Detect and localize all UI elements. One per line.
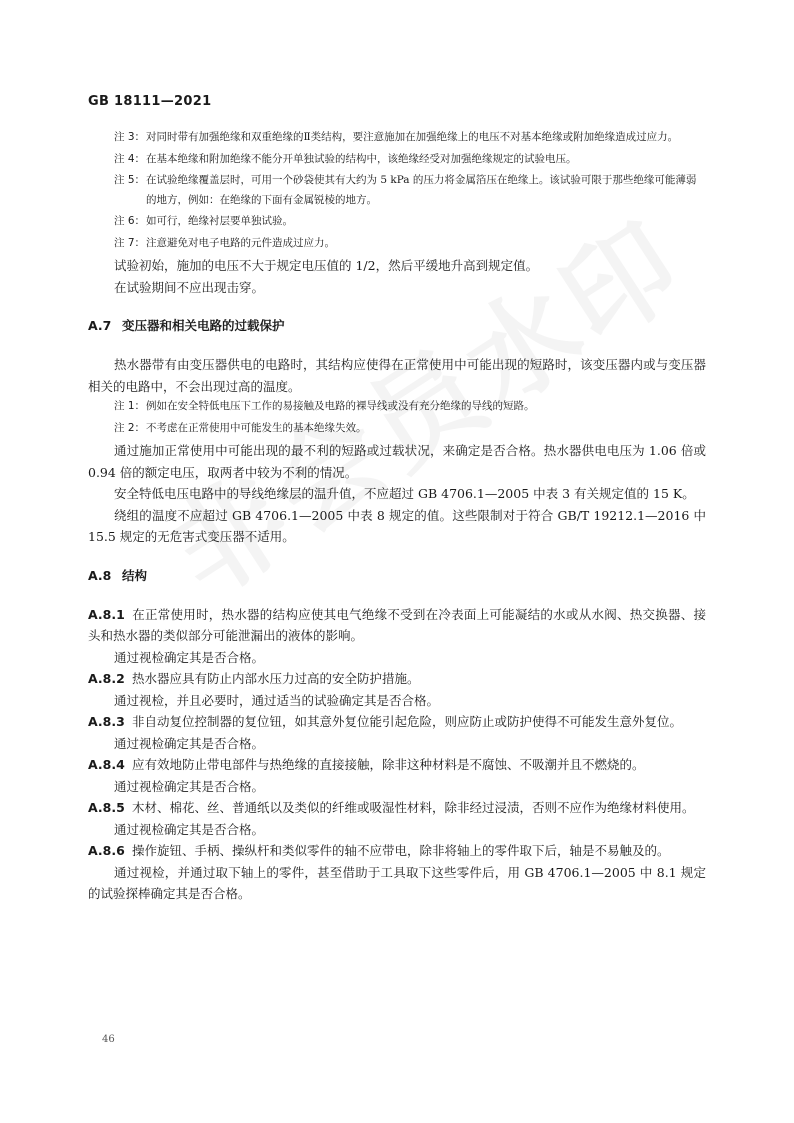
section-number: A.7 bbox=[88, 318, 112, 333]
clause-a8-5 bbox=[88, 797, 706, 819]
clause-text: 非自动复位控制器的复位钮，如其意外复位能引起危险，则应防止或防护使得不可能发生意外复位。 bbox=[132, 714, 683, 729]
note-text: 注意避免对电子电路的元件造成过应力。 bbox=[146, 236, 335, 249]
clause-a8-3 bbox=[88, 711, 706, 733]
note bbox=[88, 150, 706, 170]
document-id: GB 18111—2021 bbox=[88, 94, 212, 109]
check-text: 通过视检确定其是否合格。 bbox=[114, 778, 265, 794]
clause-number: A.8.5 bbox=[88, 800, 125, 815]
section-number: A.8 bbox=[88, 567, 112, 583]
note bbox=[88, 419, 706, 439]
note-label: 注 3： bbox=[114, 131, 146, 143]
note bbox=[88, 212, 706, 232]
clause-a8-4 bbox=[88, 754, 706, 776]
note-text: 不考虑在正常使用中可能发生的基本绝缘失效。 bbox=[146, 421, 367, 434]
note-label: 注 1： bbox=[114, 400, 146, 412]
note-text: 在基本绝缘和附加绝缘不能分开单独试验的结构中，该绝缘经受对加强绝缘规定的试验电压。 bbox=[146, 152, 577, 165]
paragraph: 热水器带有由变压器供电的电路时，其结构应使得在正常使用中可能出现的短路时，该变压器内或与变压器相关的电路中，不会出现过高的温度。 bbox=[88, 357, 706, 394]
note bbox=[88, 397, 706, 417]
note bbox=[88, 128, 706, 148]
note-label: 注 2： bbox=[114, 421, 146, 434]
section-heading-a7 bbox=[88, 316, 706, 336]
paragraph: 通过施加正常使用中可能出现的最不利的短路或过载状况，来确定是否合格。热水器供电电压为 1.06 倍或 0.94 倍的额定电压，取两者中较为不利的情况。 bbox=[88, 443, 706, 480]
clause-text: 热水器应具有防止内部水压力过高的安全防护措施。 bbox=[132, 671, 420, 686]
clause-text: 操作旋钮、手柄、操纵杆和类似零件的轴不应带电，除非将轴上的零件取下后，轴是不易触及的。 bbox=[132, 843, 670, 858]
note bbox=[88, 171, 706, 210]
paragraph: 绕组的温度不应超过 GB 4706.1—2005 中表 8 规定的值。这些限制对于符合 GB/T 19212.1—2016 中 15.5 规定的无危害式变压器不适用。 bbox=[88, 507, 706, 544]
check-text: 通过视检，并通过取下轴上的零件，甚至借助于工具取下这些零件后，用 GB 4706.1—2005 中 8.1 规定的试验探棒确定其是否合格。 bbox=[88, 864, 706, 901]
clause-text: 在正常使用时，热水器的结构应使其电气绝缘不受到在冷表面上可能凝结的水或从水阀、热交换器、接头和热水器的类似部分可能泄漏出的液体的影响。 bbox=[88, 606, 706, 643]
paragraph: 安全特低电压电路中的导线绝缘层的温升值，不应超过 GB 4706.1—2005 中表 3 有关规定值的 15 K。 bbox=[114, 486, 695, 501]
clause-text: 应有效地防止带电部件与热绝缘的直接接触，除非这种材料是不腐蚀、不吸潮并且不燃烧的。 bbox=[132, 757, 645, 772]
note bbox=[88, 234, 706, 254]
note-text: 例如在安全特低电压下工作的易接触及电路的裸导线或没有充分绝缘的导线的短路。 bbox=[146, 400, 535, 412]
note-label: 注 6： bbox=[114, 215, 146, 227]
section-title: 变压器和相关电路的过载保护 bbox=[122, 318, 285, 333]
check-text: 通过视检，并且必要时，通过适当的试验确定其是否合格。 bbox=[114, 692, 440, 708]
clause-number: A.8.6 bbox=[88, 843, 125, 858]
note-text: 如可行，绝缘衬层要单独试验。 bbox=[146, 215, 293, 227]
note-text: 对同时带有加强绝缘和双重绝缘的Ⅱ类结构，要注意施加在加强绝缘上的电压不对基本绝缘或附加绝缘造成过应力。 bbox=[146, 131, 679, 143]
clause-number: A.8.1 bbox=[88, 606, 125, 622]
note-text: 在试验绝缘覆盖层时，可用一个砂袋使其有大约为 5 kPa 的压力将金属箔压在绝缘上。该试验可限于那些绝缘可能薄弱的地方，例如：在绝缘的下面有金属锐棱的地方。 bbox=[146, 174, 697, 206]
section-heading-a8 bbox=[88, 566, 706, 586]
clause-number: A.8.2 bbox=[88, 671, 125, 686]
clause-a8-1 bbox=[88, 604, 706, 647]
clause-number: A.8.4 bbox=[88, 757, 125, 772]
note-label: 注 4： bbox=[114, 152, 146, 165]
paragraph: 试验初始，施加的电压不大于规定电压值的 1/2，然后平缓地升高到规定值。 bbox=[114, 258, 539, 273]
page-number: 46 bbox=[102, 1034, 115, 1045]
check-text: 通过视检确定其是否合格。 bbox=[114, 735, 265, 751]
clause-number: A.8.3 bbox=[88, 714, 125, 729]
check-text: 通过视检确定其是否合格。 bbox=[114, 649, 265, 665]
clause-a8-6 bbox=[88, 840, 706, 862]
clause-a8-2 bbox=[88, 668, 706, 690]
check-text: 通过视检确定其是否合格。 bbox=[114, 821, 265, 837]
section-title: 结构 bbox=[122, 567, 148, 583]
paragraph: 在试验期间不应出现击穿。 bbox=[114, 279, 265, 295]
note-label: 注 5： bbox=[114, 174, 146, 186]
note-label: 注 7： bbox=[114, 236, 146, 249]
page-content bbox=[88, 128, 706, 905]
clause-text: 木材、棉花、丝、普通纸以及类似的纤维或吸湿性材料，除非经过浸渍，否则不应作为绝缘材料使用。 bbox=[132, 800, 695, 815]
